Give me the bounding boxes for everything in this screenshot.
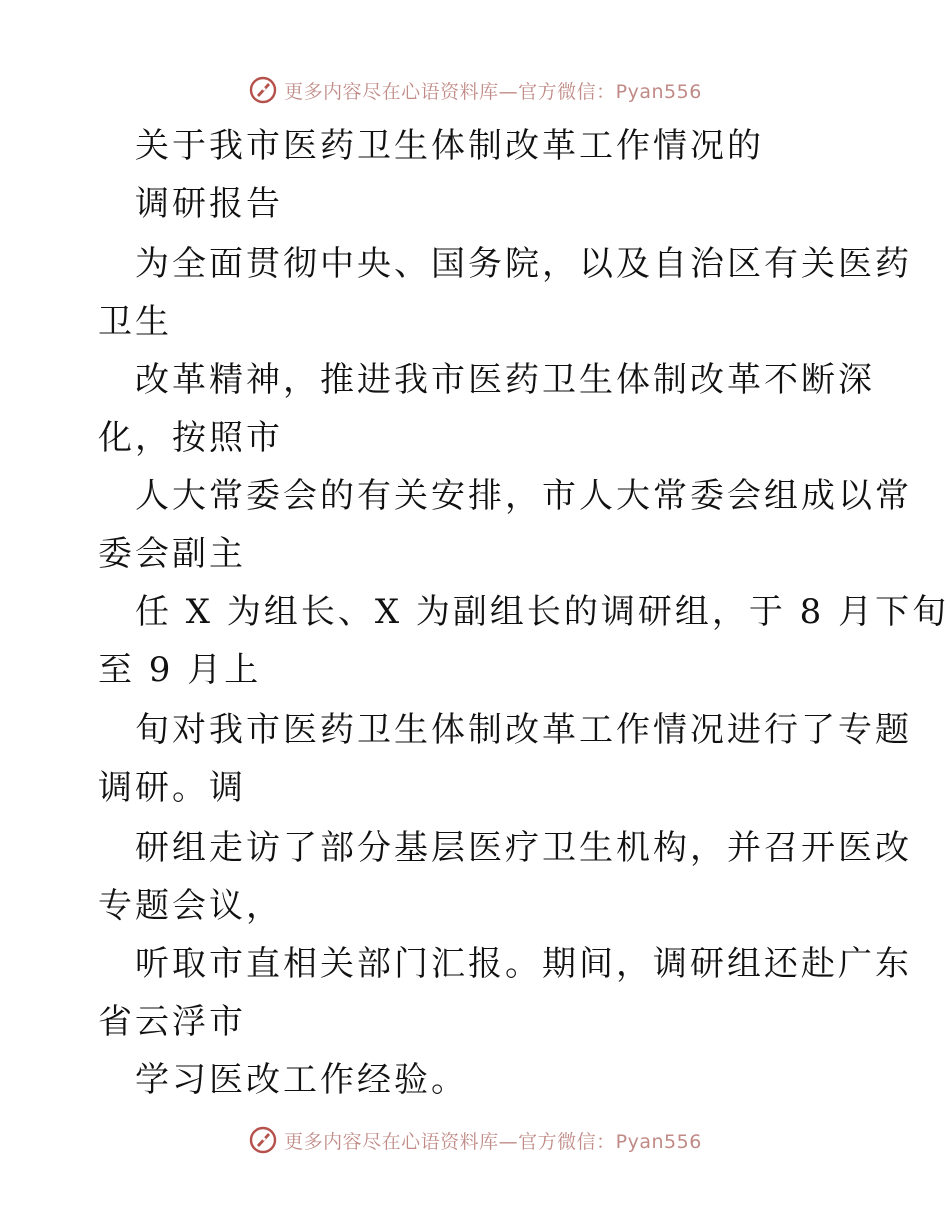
paragraph-line: 调研。调 — [98, 768, 246, 808]
pen-nib-logo-icon — [248, 75, 278, 105]
paragraph-line: 听取市直相关部门汇报。期间，调研组还赴广东 — [135, 944, 912, 984]
paragraph-line: 人大常委会的有关安排，市人大常委会组成以常 — [135, 476, 912, 516]
paragraph-line: 至 9 月上 — [98, 650, 262, 690]
paragraph-line: 委会副主 — [98, 534, 246, 574]
paragraph-line: 专题会议， — [98, 886, 283, 926]
paragraph-line: 改革精神，推进我市医药卫生体制改革不断深 — [135, 360, 875, 400]
document-title-line-1: 关于我市医药卫生体制改革工作情况的 — [135, 126, 764, 166]
paragraph-line: 旬对我市医药卫生体制改革工作情况进行了专题 — [135, 710, 912, 750]
paragraph-line: 学习医改工作经验。 — [135, 1060, 468, 1100]
paragraph-line: 省云浮市 — [98, 1002, 246, 1042]
paragraph-line: 为全面贯彻中央、国务院，以及自治区有关医药 — [135, 244, 912, 284]
paragraph-line: 研组走访了部分基层医疗卫生机构，并召开医改 — [135, 828, 912, 868]
paragraph-line: 任 X 为组长、X 为副组长的调研组，于 8 月下旬 — [135, 592, 950, 632]
paragraph-line: 化，按照市 — [98, 418, 283, 458]
pen-nib-logo-icon — [248, 1125, 278, 1155]
watermark-text: 更多内容尽在心语资料库—官方微信：Pyan556 — [284, 80, 702, 103]
document-title-line-2: 调研报告 — [135, 184, 283, 224]
footer-watermark — [0, 1120, 950, 1160]
watermark-text: 更多内容尽在心语资料库—官方微信：Pyan556 — [284, 1130, 702, 1153]
header-watermark — [0, 70, 950, 110]
paragraph-line: 卫生 — [98, 302, 172, 342]
